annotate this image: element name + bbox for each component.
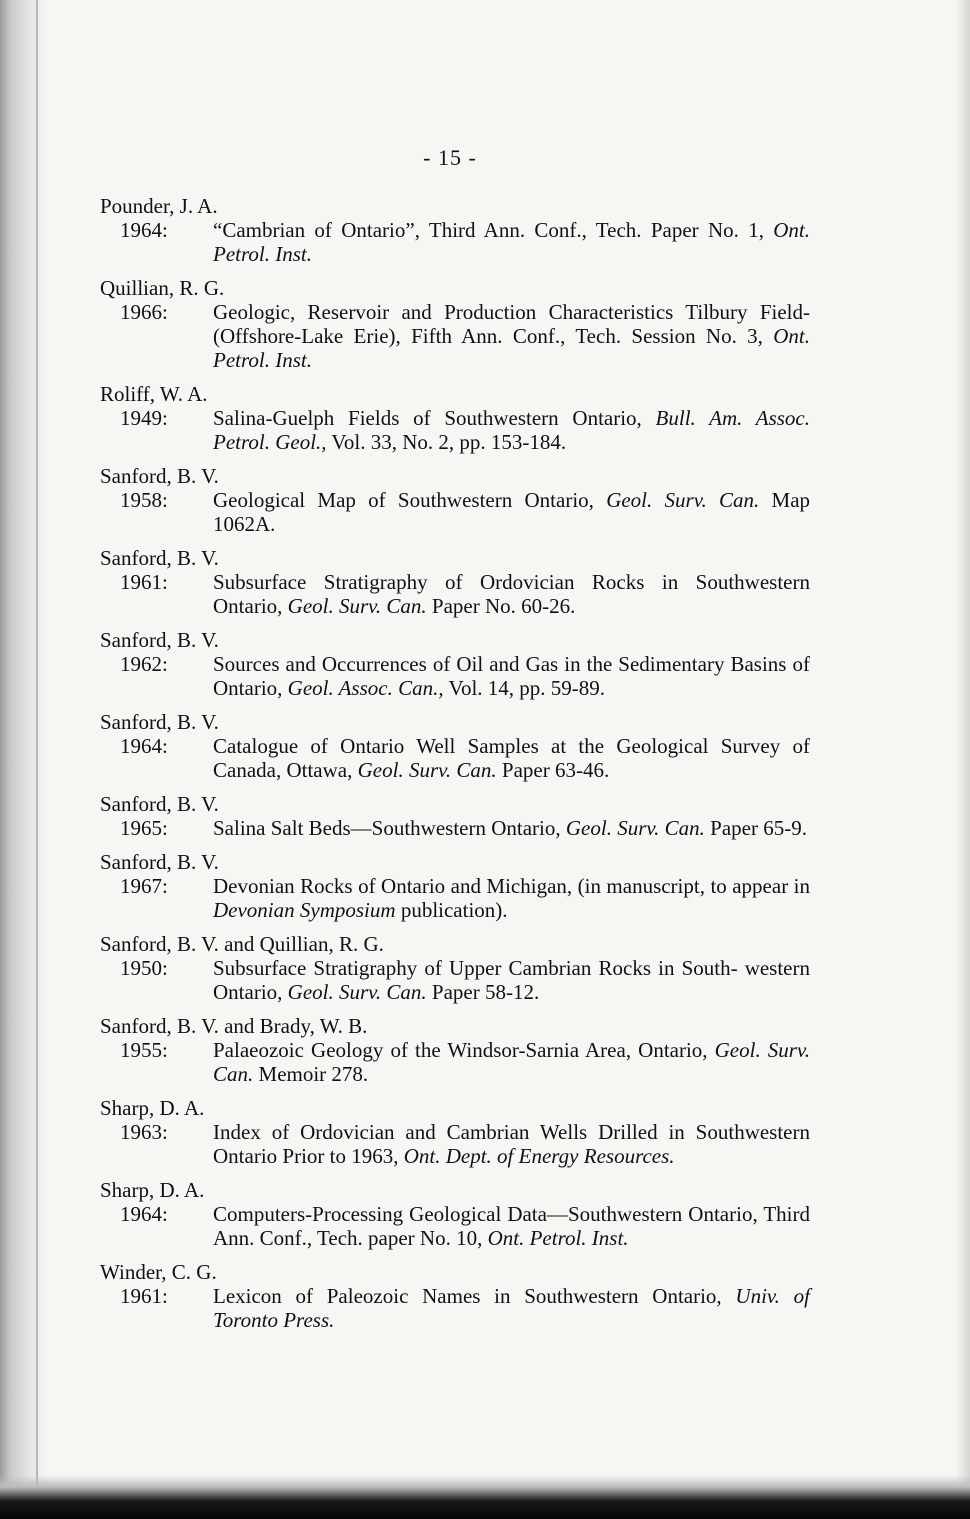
- reference-text: Paper 65-9.: [704, 816, 807, 840]
- reference-source-italic: Ont. Petrol. Inst.: [213, 324, 810, 372]
- reference-author: Sharp, D. A.: [100, 1178, 205, 1202]
- reference-description: [213, 1038, 810, 1086]
- reference-author: Sanford, B. V.: [100, 628, 219, 652]
- reference-text: publication).: [395, 898, 508, 922]
- reference-text: Map 1062A.: [213, 488, 811, 536]
- reference-source-italic: Geol. Surv. Can.: [213, 1038, 810, 1086]
- reference-year: 1958:: [120, 488, 168, 512]
- reference-author: Roliff, W. A.: [100, 382, 208, 406]
- reference-entry: [100, 546, 810, 618]
- binding-shadow: [0, 0, 48, 1519]
- reference-text: “Cambrian of Ontario”, Third Ann. Conf., Tech. Paper No. 1,: [213, 218, 774, 242]
- reference-entry: [100, 194, 810, 266]
- binding-line: [36, 0, 38, 1519]
- reference-text: Index of Ordovician and Cambrian Wells Drilled in Southwestern Ontario Prior to 1963,: [213, 1120, 810, 1168]
- reference-text: Sources and Occurrences of Oil and Gas in the Sedimentary Basins of Ontario,: [213, 652, 810, 700]
- reference-entry: [100, 1178, 810, 1250]
- reference-author: Winder, C. G.: [100, 1260, 217, 1284]
- reference-author: Sanford, B. V. and Quillian, R. G.: [100, 932, 384, 956]
- reference-author: Sanford, B. V.: [100, 464, 219, 488]
- reference-text: Salina Salt Beds—Southwestern Ontario,: [213, 816, 566, 840]
- reference-text: Subsurface Stratigraphy of Upper Cambrian Rocks in South- western Ontario,: [213, 956, 810, 1004]
- reference-author: Sanford, B. V.: [100, 792, 219, 816]
- reference-year: 1964:: [120, 734, 168, 758]
- reference-source-italic: Geol. Surv. Can.: [606, 488, 760, 512]
- reference-entry: [100, 464, 810, 536]
- reference-text: Palaeozoic Geology of the Windsor-Sarnia Area, Ontario,: [213, 1038, 715, 1062]
- reference-text: Geologic, Reservoir and Production Characteristics Tilbury Field- (Offshore-Lake Erie), Fifth Ann. Conf., Tech. Session No. 3,: [213, 300, 810, 348]
- reference-entry: [100, 1096, 810, 1168]
- reference-source-italic: Ont. Petrol. Inst.: [487, 1226, 629, 1250]
- reference-text: Salina-Guelph Fields of Southwestern Ontario,: [213, 406, 656, 430]
- reference-entry: [100, 1014, 810, 1086]
- reference-text: Memoir 278.: [253, 1062, 369, 1086]
- reference-entry: [100, 932, 810, 1004]
- reference-source-italic: Ont. Petrol. Inst.: [213, 218, 810, 266]
- reference-text: Paper No. 60-26.: [426, 594, 576, 618]
- reference-source-italic: Geol. Surv. Can.: [565, 816, 705, 840]
- reference-description: [213, 1120, 810, 1168]
- reference-description: [213, 816, 810, 840]
- reference-text: Subsurface Stratigraphy of Ordovician Rocks in Southwestern Ontario,: [213, 570, 810, 618]
- reference-entry: [100, 792, 810, 840]
- reference-author: Pounder, J. A.: [100, 194, 218, 218]
- reference-text: Paper 58-12.: [426, 980, 540, 1004]
- reference-year: 1961:: [120, 570, 168, 594]
- reference-author: Sanford, B. V. and Brady, W. B.: [100, 1014, 368, 1038]
- reference-author: Sanford, B. V.: [100, 710, 219, 734]
- reference-source-italic: Devonian Symposium: [213, 898, 396, 922]
- reference-description: [213, 652, 810, 700]
- reference-text: Devonian Rocks of Ontario and Michigan, (in manuscript, to appear in: [213, 874, 810, 898]
- reference-year: 1961:: [120, 1284, 168, 1308]
- reference-entry: [100, 382, 810, 454]
- reference-description: [213, 956, 810, 1004]
- page-right-edge: [956, 0, 970, 1519]
- reference-entry: [100, 1260, 810, 1332]
- reference-source-italic: Geol. Surv. Can.: [357, 758, 497, 782]
- reference-entry: [100, 710, 810, 782]
- reference-source-italic: Bull. Am. Assoc. Petrol. Geol.,: [213, 406, 810, 454]
- page-number: - 15 -: [423, 145, 477, 170]
- reference-description: [213, 570, 810, 618]
- reference-year: 1965:: [120, 816, 168, 840]
- reference-entry: [100, 628, 810, 700]
- reference-description: [213, 488, 810, 536]
- reference-text: Catalogue of Ontario Well Samples at the Geological Survey of Canada, Ottawa,: [213, 734, 810, 782]
- reference-source-italic: Univ. of Toronto Press.: [213, 1284, 810, 1332]
- reference-text: Vol. 14, pp. 59-89.: [443, 676, 606, 700]
- reference-author: Sharp, D. A.: [100, 1096, 205, 1120]
- reference-text: Vol. 33, No. 2, pp. 153-184.: [326, 430, 567, 454]
- reference-year: 1964:: [120, 1202, 168, 1226]
- reference-description: [213, 734, 810, 782]
- reference-entry: [100, 850, 810, 922]
- reference-source-italic: Geol. Surv. Can.: [287, 980, 427, 1004]
- reference-description: [213, 218, 810, 266]
- reference-year: 1950:: [120, 956, 168, 980]
- reference-year: 1966:: [120, 300, 168, 324]
- reference-text: Computers-Processing Geological Data—Southwestern Ontario, Third Ann. Conf., Tech. paper No. 10,: [213, 1202, 810, 1250]
- reference-text: Paper 63-46.: [496, 758, 610, 782]
- reference-list: [100, 194, 810, 1342]
- reference-author: Quillian, R. G.: [100, 276, 225, 300]
- page-bottom-edge: [0, 1475, 970, 1519]
- reference-author: Sanford, B. V.: [100, 850, 219, 874]
- reference-text: Lexicon of Paleozoic Names in Southwestern Ontario,: [213, 1284, 736, 1308]
- reference-description: [213, 300, 810, 372]
- reference-year: 1963:: [120, 1120, 168, 1144]
- reference-year: 1955:: [120, 1038, 168, 1062]
- reference-source-italic: Geol. Assoc. Can.,: [287, 676, 444, 700]
- reference-year: 1962:: [120, 652, 168, 676]
- reference-entry: [100, 276, 810, 372]
- reference-source-italic: Ont. Dept. of Energy Resources.: [403, 1144, 675, 1168]
- reference-year: 1964:: [120, 218, 168, 242]
- reference-author: Sanford, B. V.: [100, 546, 219, 570]
- reference-description: [213, 1284, 810, 1332]
- reference-year: 1949:: [120, 406, 168, 430]
- reference-year: 1967:: [120, 874, 168, 898]
- reference-description: [213, 1202, 810, 1250]
- reference-description: [213, 874, 810, 922]
- reference-description: [213, 406, 810, 454]
- reference-source-italic: Geol. Surv. Can.: [287, 594, 427, 618]
- reference-text: Geological Map of Southwestern Ontario,: [213, 488, 607, 512]
